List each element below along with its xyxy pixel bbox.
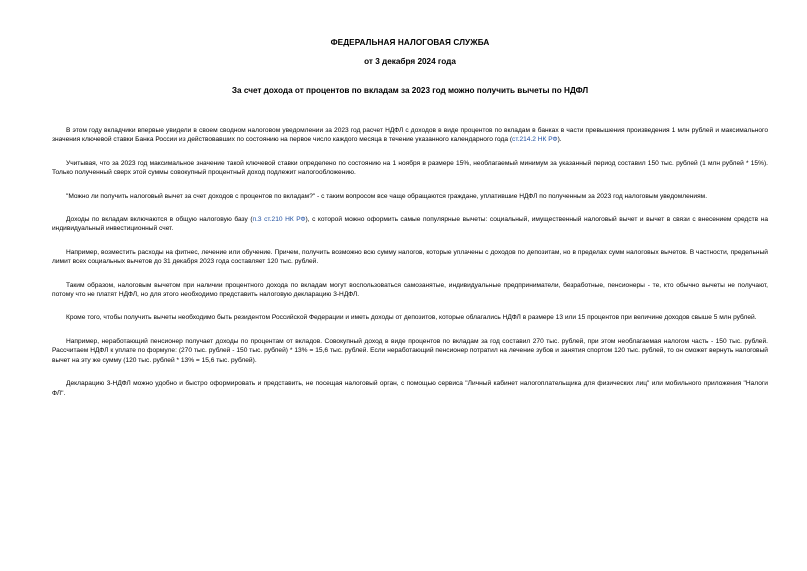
paragraph-1-text-b: ). — [557, 136, 562, 144]
paragraph-2: Учитывая, что за 2023 год максимальное значение такой ключевой ставки определено по состоянию на 1 ноября в размере 15%, необлагаемый минимум за указанный период составил 150 тыс. рублей (1 млн рублей * 15%). Только полученный сверх этой суммы совокупный процентный доход подлежит налогообложению. — [52, 159, 768, 177]
paragraph-3: "Можно ли получить налоговый вычет за счет доходов с процентов по вкладам?" - с таким вопросом все чаще обращаются граждане, уплатившие НДФЛ по полученным за 2023 год налоговым уведомлениям. — [66, 192, 708, 200]
tax-code-link-214[interactable]: ст.214.2 НК РФ — [512, 136, 558, 144]
document-title: За счет дохода от процентов по вкладам за 2023 год можно получить вычеты по НДФЛ — [231, 86, 589, 95]
paragraph-4-text-b: ), с которой можно оформить самые популярные вычеты: социальный, имущественный налоговый вычет и вычет в связи с внесением средств на индивидуальный инвестиционный счет. — [52, 216, 768, 233]
paragraph-1-text-a: В этом году вкладчики впервые увидели в своем сводном налоговом уведомлении за 2023 год расчет НДФЛ с доходов в виде процентов по вкладам в банках в части превышения произведения 1 млн рублей и максимального значения ключевой ставки Банка России из действовавших по состоянию на первое число каждого месяца в течение указанного календарного года ( — [52, 127, 768, 144]
paragraph-5: Например, возместить расходы на фитнес, лечение или обучение. Причем, получить возможно всю сумму налогов, которые уплачены с доходов по депозитам, но в пределах сумм налоговых вычетов. В частности, предельный лимит всех социальных вычетов до 31 декабря 2023 года составляет 120 тыс. рублей. — [52, 248, 768, 266]
agency-name: ФЕДЕРАЛЬНАЯ НАЛОГОВАЯ СЛУЖБА — [330, 38, 490, 47]
paragraph-7: Кроме того, чтобы получить вычеты необходимо быть резидентом Российской Федерации и иметь доходы от депозитов, которые облагались НДФЛ в размере 13 или 15 процентов при величине доходов свыше 5 млн рублей. — [66, 314, 757, 322]
paragraph-8: Например, неработающий пенсионер получает доходы по процентам от вкладов. Совокупный доход в виде процентов по вкладам за год составил 270 тыс. рублей, при этом необлагаемая налогом часть - 150 тыс. рублей. Рассчитаем НДФЛ к уплате по формуле: (270 тыс. рублей - 150 тыс. рублей) * 13% = 15,6 тыс. рублей. Если неработающий пенсионер потратил на лечение зубов и занятия спортом 120 тыс. рублей, то он сможет вернуть налоговый вычет на эту же сумму (120 тыс. рублей * 13% = 15,6 тыс. рублей). — [52, 337, 768, 364]
tax-code-link-210[interactable]: п.3 ст.210 НК РФ — [252, 216, 306, 224]
paragraph-9: Декларацию 3-НДФЛ можно удобно и быстро оформировать и представить, не посещая налоговый орган, с помощью сервиса "Личный кабинет налогоплательщика для физических лиц" или мобильного приложения "Налоги ФЛ". — [52, 380, 768, 397]
document-body — [52, 126, 768, 412]
paragraph-1 — [52, 126, 768, 145]
paragraph-6: Таким образом, налоговым вычетом при наличии процентного дохода по вкладам могут воспользоваться самозанятые, индивидуальные предприниматели, безработные, пенсионеры - те, кто обычно вычеты не получают, потому что не платят НДФЛ, но для этого необходимо представить налоговую декларацию 3-НДФЛ. — [52, 281, 768, 299]
paragraph-4 — [52, 215, 768, 234]
document-date: от 3 декабря 2024 года — [364, 57, 456, 66]
paragraph-4-text-a: Доходы по вкладам включаются в общую налоговую базу ( — [66, 216, 253, 224]
